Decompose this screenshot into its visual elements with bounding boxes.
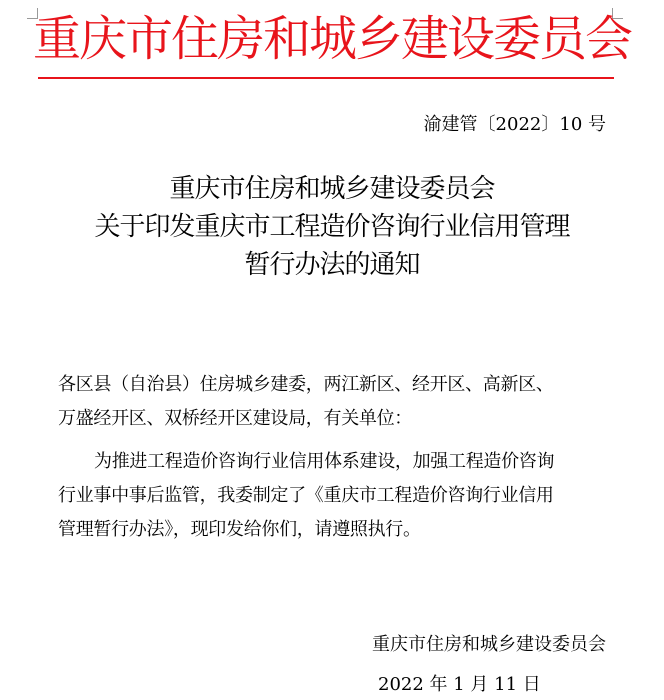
addressee-block bbox=[58, 368, 618, 436]
title-line: 暂行办法的通知 bbox=[244, 250, 420, 280]
addressee-line: 万盛经开区、双桥经开区建设局，有关单位： bbox=[58, 408, 412, 429]
issuer-signature: 重庆市住房和城乡建设委员会 bbox=[372, 634, 606, 655]
body-paragraph bbox=[58, 445, 618, 547]
issue-date: 2022 年 1 月 11 日 bbox=[378, 674, 541, 695]
title-line: 重庆市住房和城乡建设委员会 bbox=[169, 174, 495, 204]
body-line: 管理暂行办法》，现印发给你们，请遵照执行。 bbox=[58, 519, 421, 540]
body-line: 为推进工程造价咨询行业信用体系建设，加强工程造价咨询 bbox=[94, 451, 555, 472]
document-number: 渝建管〔2022〕10 号 bbox=[423, 114, 606, 135]
addressee-line: 各区县（自治县）住房城乡建委，两江新区、经开区、高新区、 bbox=[58, 374, 554, 395]
masthead-red-rule bbox=[38, 77, 614, 79]
body-line: 行业事中事后监管，我委制定了《重庆市工程造价咨询行业信用 bbox=[58, 485, 554, 506]
title-line: 关于印发重庆市工程造价咨询行业信用管理 bbox=[94, 212, 570, 242]
masthead-title: 重庆市住房和城乡建设委员会 bbox=[32, 11, 631, 67]
document-title bbox=[0, 170, 664, 284]
